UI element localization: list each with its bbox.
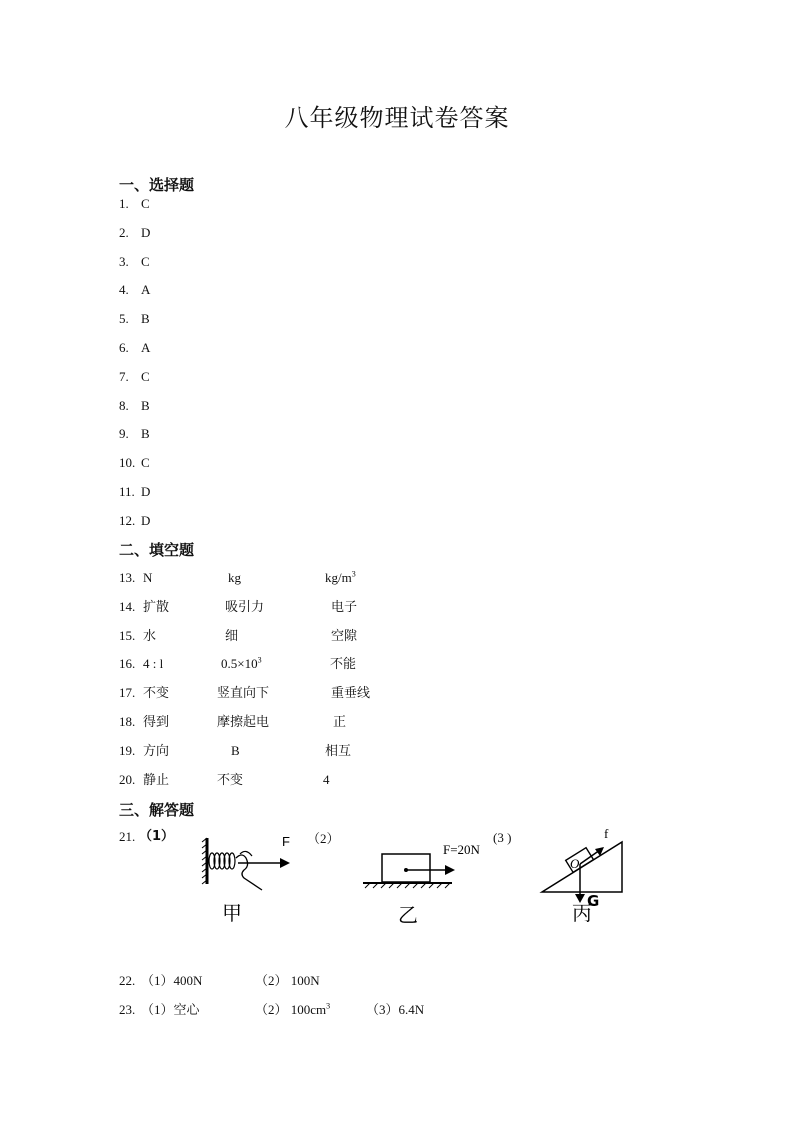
force-arrowhead: [445, 865, 455, 875]
blank-3-text: 空隙: [331, 627, 358, 643]
friction-label-f: f: [604, 826, 609, 841]
question-number: 2.: [119, 224, 129, 240]
blank-2-sup: 3: [257, 656, 262, 666]
blank-3: [331, 684, 370, 702]
q21-part2-label: （2）: [307, 831, 340, 846]
blank-2-text: 不变: [217, 771, 244, 787]
blank-3: [331, 627, 357, 645]
question-number: 1.: [119, 196, 129, 211]
choice-answer: B: [141, 311, 150, 327]
blank-1: 扩散: [143, 598, 170, 614]
blank-2-text: 0.5×10: [221, 656, 258, 672]
question-number: 7.: [119, 368, 129, 384]
blank-3-text: 4: [323, 771, 330, 787]
blank-2-text: 竖直向下: [217, 685, 270, 701]
choice-answer: C: [141, 253, 150, 269]
question-number: 12.: [119, 512, 136, 528]
choice-answer: C: [141, 368, 150, 384]
question-number: 16.: [119, 656, 136, 672]
blank-2-text: 吸引力: [225, 598, 265, 614]
blank-3-text: kg/m: [325, 570, 352, 585]
question-number: 14.: [119, 598, 136, 614]
choice-answer: C: [141, 455, 150, 471]
choice-answer: C: [141, 196, 150, 211]
force-arrowhead: [280, 858, 290, 868]
blank-1: N: [143, 570, 153, 585]
figure-caption-bing: 丙: [572, 901, 592, 925]
blank-3: [323, 771, 330, 789]
figure-caption-yi: 乙: [398, 903, 418, 927]
q22-number: 22.: [119, 973, 136, 988]
blank-2: [225, 627, 238, 645]
question-number: 19.: [119, 742, 136, 758]
choice-answer: D: [141, 512, 151, 528]
spring-coil: [209, 853, 235, 869]
blank-2: [231, 742, 240, 760]
blank-3-text: 不能: [330, 656, 357, 672]
question-number: 18.: [119, 714, 136, 729]
blank-1: 水: [143, 627, 157, 643]
question-number: 20.: [119, 771, 136, 787]
blank-2: [221, 655, 262, 673]
q21-number: 21.: [119, 829, 136, 844]
blank-1: 4 : l: [143, 656, 164, 672]
blank-1: 静止: [143, 771, 170, 787]
hand-outline: [236, 855, 262, 890]
blank-3: [331, 598, 357, 616]
choice-answer: B: [141, 397, 150, 413]
section-heading-solve: 三、解答题: [119, 801, 195, 819]
blank-2: [225, 598, 264, 616]
point-label-o: O: [570, 856, 580, 871]
blank-2: [217, 713, 269, 731]
question-number: 10.: [119, 455, 136, 471]
gravity-label-g: G: [587, 892, 600, 910]
blank-1: 方向: [143, 742, 170, 758]
blank-3: [333, 713, 346, 731]
blank-2-text: 细: [225, 627, 239, 643]
force-label-f: F: [282, 834, 290, 849]
choice-answer: D: [141, 224, 151, 240]
q23-number: 23.: [119, 1002, 136, 1017]
q22-part1: （1）400N: [141, 973, 203, 988]
figure-caption-jia: 甲: [222, 901, 242, 925]
question-number: 9.: [119, 426, 129, 442]
question-number: 3.: [119, 253, 129, 269]
question-number: 17.: [119, 685, 136, 701]
q22-part2: （2） 100N: [255, 973, 320, 988]
question-number: 8.: [119, 397, 129, 413]
question-number: 15.: [119, 627, 136, 643]
section-heading-choice: 一、选择题: [119, 176, 195, 194]
q21-part3-label: (3 ): [493, 830, 512, 845]
blank-3-text: 重垂线: [331, 685, 371, 701]
blank-3: [330, 655, 356, 673]
blank-2: [217, 684, 269, 702]
choice-answer: A: [141, 340, 151, 355]
blank-1: 得到: [143, 714, 170, 729]
blank-2: [217, 771, 243, 789]
choice-answer: A: [141, 282, 151, 298]
question-number: 6.: [119, 340, 129, 355]
choice-answer: B: [141, 426, 150, 442]
figure-incline-diagram: [534, 824, 644, 928]
blank-3: [325, 569, 356, 587]
blank-1: 不变: [143, 685, 170, 701]
blank-3: [325, 742, 351, 760]
q23-part2-sup: 3: [326, 1001, 331, 1011]
figure-spring-diagram: [200, 828, 310, 928]
blank-3-text: 相互: [325, 742, 352, 758]
question-number: 5.: [119, 311, 129, 327]
blank-2-text: kg: [228, 570, 241, 585]
q23-part2: [255, 1001, 330, 1019]
blank-2-text: 摩擦起电: [217, 714, 270, 729]
q21-part1-label: （1）: [139, 829, 175, 844]
page-title: 八年级物理试卷答案: [284, 104, 510, 132]
blank-2-text: B: [231, 742, 240, 758]
question-number: 4.: [119, 282, 129, 298]
figure-block-diagram: [360, 838, 500, 930]
force-label-f20: F=20N: [443, 842, 480, 857]
q23-part1: （1）空心: [141, 1002, 200, 1017]
section-heading-fill: 二、填空题: [119, 541, 195, 559]
blank-3-sup: 3: [351, 569, 356, 579]
blank-2: [228, 569, 241, 587]
q23-part2-text: （2） 100cm: [255, 1002, 327, 1017]
question-number: 13.: [119, 570, 136, 585]
choice-answer: D: [141, 484, 151, 499]
blank-3-text: 电子: [331, 598, 358, 614]
q23-part3: （3）6.4N: [366, 1002, 425, 1017]
blank-3-text: 正: [333, 714, 347, 729]
question-number: 11.: [119, 484, 135, 499]
